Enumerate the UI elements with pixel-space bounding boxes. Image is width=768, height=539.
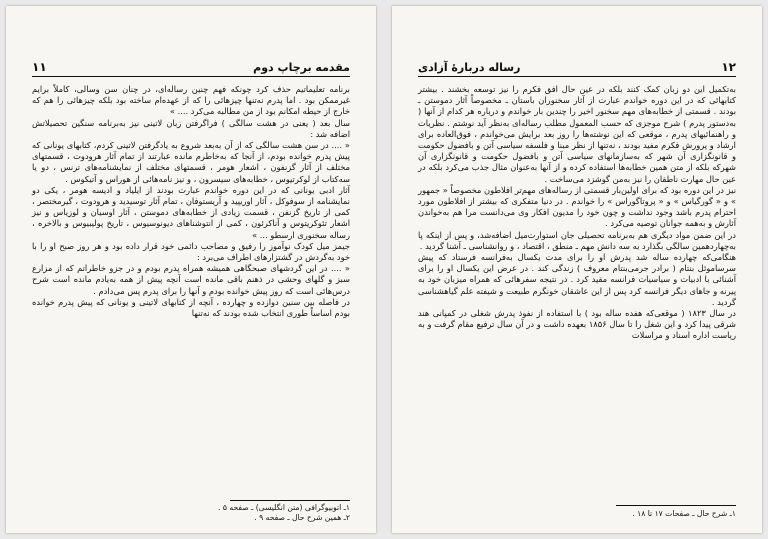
left-page xyxy=(6,6,376,533)
left-page-number: ١١ xyxy=(32,60,47,74)
left-paragraph-6: « .... در این گردشهای صبحگاهی همیشه همراه پدرم بودم و در جزو خاطراتم که از مزارع سبز و گلهای وحشی در ذهنم باقی مانده است آنچه پیش از همه به‌یادم مانده است شرح درس‌هائی است که روز پیش خوانده بودم و آنها را برای پدرم پس می‌دادم . xyxy=(32,263,350,296)
left-paragraph-4: آثار ادبی یونانی که در این دوره خواندم عبارت بودند از ایلیاد و ادیسه هومر ، یکی دو نمایشنامه از سوفوکل ، آثار اوریپید و آریستوفان ، تمام آثار توسیدید و هرودوت ، گیرمختصر ، کمی از تاریخ گزنفن ، قسمت زیادی از خطابه‌های دموستن ، آثار اوسیان و لوزیاس و نیز اشعار تئوکریتوس و آناکرئون ، کمی از انتوشناهای دیونوسیوس ، تاریخ پولیبیوس و بالاخره ، رساله سخنوری ارسطو ... » xyxy=(32,184,350,240)
left-running-title: مقدمه برچاپ دوم xyxy=(253,61,350,74)
right-footnote-rule xyxy=(616,505,736,506)
left-footnote-2: ۲ـ همین شرح حال ـ صفحه ۹ . xyxy=(254,513,350,522)
left-footnote-rule xyxy=(230,500,350,501)
right-page-number: ١٢ xyxy=(721,60,736,74)
right-page xyxy=(392,6,762,533)
right-paragraph-1: به‌تکمیل این دو زبان کمک کنند بلکه در عین حال افق فکرم را نیز توسعه بخشند . بیشتر کتابهائی که در این دوره خواندم عبارت از آثار سخنوران باستان ـ مخصوصاً آثار دموستن ـ بودند . قسمتی از خطابه‌های مهم سخنور اخیر را چندین بار خواندم و درباره هر کدام از آنها ( به‌دستور پدرم ) شرح موجزی که حسب المعمول مطلب رساله‌ای به‌نظر آید نوشتم . نظریات و راهنمائیهای پدرم ، موقعی که این نوشته‌ها را روز بعد برایش می‌خواندم ، فوق‌العاده برای ارشاد و پرورش فکرم مفید بودند ، نه‌تنها از نظر مبنا و فلسفه سیاسی آتن و بافضول حکومت و قانونگزاری آن شهر که به‌سازمانهای سیاسی آتن و بافضول حکومت و قانونگزاری آن شهرکه بلکه از متن همین خطابه‌ها استفاده کرده و از آنها به‌عنوان مثال جذب می‌کرد بلکه در عین حال مهارت ناطقان را نیز به‌من گوشزد می‌ساخت . xyxy=(418,84,736,184)
left-footnote-1: ۱ـ اتوبیوگرافی (متن انگلیسی) ـ صفحه ۵ . xyxy=(218,503,350,512)
right-paragraph-4: هنگامی‌که چهارده ساله شد پدرش او را برای مدت یکسال به‌فرانسه فرستاد که پیش سرساموئل بنتام ( برادر جرمی‌بنتام معروف ) زندگی کند . در عرض این یکسال او را برای آشنائی با ادبیات و سیاسیات فرانسه مقید کرد . در نتیجه سفرهائی که همراه میزبان خود به پیرنه و جاهای دیگر فرانسه کرد پس از این عاشقان خونگرم طبیعت و شیفته علم گیاهشناسی گردید . xyxy=(418,252,736,307)
right-paragraph-5: در سال ۱۸۲۳ ( موقعی‌که هفده ساله بود ) با استفاده از نفوذ پدرش شغلی در کمپانی هند شرقی پیدا کرد و این شغل را تا سال ۱۸۵۶ بعهده داشت و در آن سال ترفیع مقام گرفت و به ریاست اداره اسناد و مراسلات xyxy=(418,308,737,341)
right-page-header xyxy=(418,54,736,77)
right-footnotes xyxy=(418,509,736,519)
left-paragraph-2: سال بعد ( یعنی در هشت سالگی ) فراگرفتن زبان لاتینی نیز به‌برنامه سنگین تحصیلاتش اضافه شد : xyxy=(32,117,350,139)
right-paragraph-3: در این ضمن مواد دیگری هم به‌برنامه تحصیلی جان استوارت‌میل اضافه‌شد، و پس از اینکه پا به‌چهاردهمین سالگی بگذارد به سه دانش مهم ـ منطق ، اقتصاد ، و روانشناسی ـ آشنا گردید . xyxy=(418,229,736,251)
right-page-body xyxy=(418,84,736,342)
left-paragraph-3: « .... در سن هشت سالگی که از آن به‌بعد شروع به یادگرفتن لاتینی کردم، کتابهای یونانی که پیش پدرم خوانده بودم، از آنجا که به‌خاطرم مانده عبارتند از تمام آثار هرودوت ، قسمتهای مختلف از آثار گزنفون ، اشعار هومر ، قسمتهای مختلف از نمایشنامه‌های ترنس ، دو یا سه‌کتاب از لوکرتیوس ، خطابه‌های سیسرون ، و نیز نامه‌هائی از هوراس و آتیکوس . xyxy=(32,140,350,184)
left-page-body xyxy=(32,84,350,319)
left-paragraph-7: در فاصله بین سنین دوازده و چهارده ، آنچه از کتابهای لاتینی و یونانی که پیش پدرم خوانده بودم اساساً طوری انتخاب شده بودند که نه‌تنها xyxy=(32,296,350,319)
right-footnote-1: ۱ـ شرح حال ـ صفحات ۱۷ تا ۱۸ . xyxy=(632,509,736,518)
left-paragraph-5: جیمز میل کودک نوآموز را رفیق و مصاحب دائمی خود قرار داده بود و هر روز صبح او را با خود به‌گردش در گشتزارهای اطراف می‌برد : xyxy=(32,240,350,263)
left-footnotes xyxy=(32,503,350,523)
left-paragraph-1: برنامه تعلیماتیم حذف کرد چونکه فهم چنین رساله‌ای، در چنان سن وسالی، کاملاً برایم غیرممکن بود . اما پدرم نه‌تنها چیزهائی را که از عهده‌ام ساخته بود بلکه چیزهائی را هم که خارج از حیطه امکانم بود از من مطالبه می‌کرد .... » xyxy=(32,84,350,117)
left-page-header xyxy=(32,54,350,77)
right-paragraph-2: نیز در این دوره بود که برای اولین‌بار قسمتی از رساله‌های مهم‌تر افلاطون مخصوصاً « جمهور » و « گورگیاس » و « پروتاگوراس » را خواندم . در دنیا متفکری که بیشتر از افلاطون مورد احترام پدرم باشد وجود نداشت و چون خود را مدیون افکار وی می‌دانست مرا هم به‌خواندن آثارش و به‌همه جوانان توصیه می‌کرد . xyxy=(418,184,736,229)
right-running-title: رساله دربارهٔ آزادی xyxy=(418,61,521,74)
